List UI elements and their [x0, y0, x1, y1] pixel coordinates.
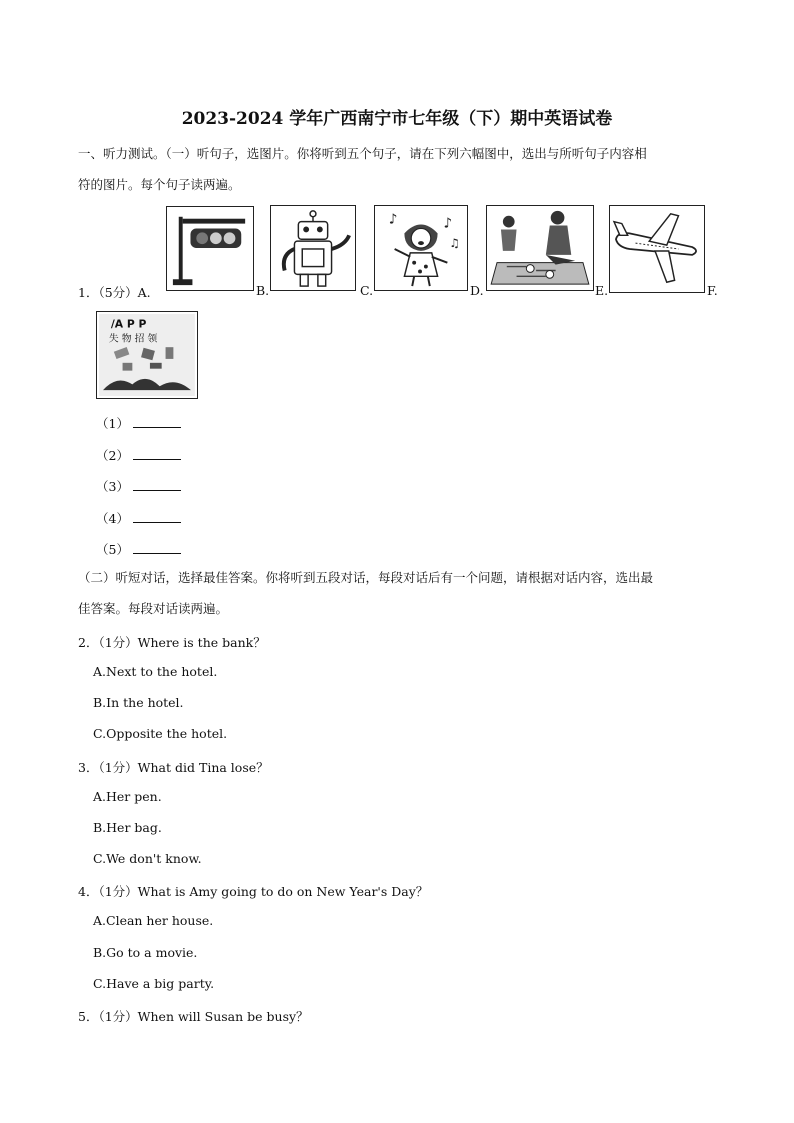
svg-text:♪: ♪	[388, 211, 398, 228]
section1-intro-line2: 符的图片。每个句子读两遍。	[78, 177, 241, 192]
label-b: B.	[256, 283, 270, 298]
picture-d-picnic	[486, 205, 594, 291]
blank-number: （4）	[96, 511, 129, 526]
answer-option[interactable]: C.Opposite the hotel.	[93, 726, 228, 741]
lost-and-found-board-icon	[97, 312, 197, 398]
svg-text:♪: ♪	[443, 215, 453, 232]
svg-text:/A P P: /A P P	[110, 317, 147, 331]
answer-line[interactable]	[133, 511, 181, 523]
label-c: C.	[360, 283, 374, 298]
answer-option[interactable]: B.Go to a movie.	[93, 945, 198, 960]
picture-a-traffic-light	[166, 206, 254, 291]
picture-e-airplane	[609, 205, 705, 293]
picture-b-robot	[270, 205, 356, 291]
svg-text:♫: ♫	[449, 236, 460, 251]
answer-line[interactable]	[133, 542, 181, 554]
label-d: D.	[470, 283, 484, 298]
q1-blank-5[interactable]	[96, 540, 181, 558]
answer-option[interactable]: C.Have a big party.	[93, 976, 215, 991]
page-title: 2023-2024 学年广西南宁市七年级（下）期中英语试卷	[181, 109, 613, 129]
section1-intro	[78, 138, 723, 200]
section1-intro-line1: 一、听力测试。（一）听句子，选图片。你将听到五个句子，请在下列六幅图中，选出与所听句子内容相	[78, 146, 647, 161]
q1-prefix: 1．（5分）A.	[78, 285, 151, 300]
answer-option[interactable]: A.Her pen.	[93, 789, 162, 804]
answer-line[interactable]	[133, 479, 181, 491]
answer-line[interactable]	[133, 416, 181, 428]
q1-blank-3[interactable]	[96, 477, 181, 495]
traffic-light-icon	[167, 207, 253, 290]
answer-option[interactable]: B.Her bag.	[93, 820, 162, 835]
answer-option[interactable]: A.Next to the hotel.	[93, 664, 218, 679]
answer-option[interactable]: A.Clean her house.	[93, 913, 214, 928]
label-f: F.	[707, 283, 718, 298]
answer-option[interactable]: B.In the hotel.	[93, 695, 184, 710]
question-stem: 5．（1分）When will Susan be busy？	[78, 1009, 309, 1024]
picture-f-lost-and-found	[96, 311, 198, 399]
blank-number: （5）	[96, 542, 129, 557]
section2-intro-line1: （二）听短对话，选择最佳答案。你将听到五段对话，每段对话后有一个问题，请根据对话内容，选出最	[78, 570, 654, 585]
picture-c-singing-girl	[374, 205, 468, 291]
answer-line[interactable]	[133, 448, 181, 460]
question-stem: 3．（1分）What did Tina lose？	[78, 760, 269, 775]
blank-number: （3）	[96, 479, 129, 494]
section2-intro-line2: 佳答案。每段对话读两遍。	[78, 601, 229, 616]
picnic-icon	[487, 206, 593, 290]
question-stem: 4．（1分）What is Amy going to do on New Year's Day？	[78, 884, 429, 899]
label-e: E.	[595, 283, 609, 298]
airplane-icon	[610, 206, 704, 292]
robot-icon	[271, 206, 355, 290]
singing-girl-icon	[375, 206, 467, 290]
q1-blank-2[interactable]	[96, 446, 181, 464]
section2-intro	[78, 562, 723, 624]
q1-blank-4[interactable]	[96, 509, 181, 527]
blank-number: （1）	[96, 416, 129, 431]
q1-blank-1[interactable]	[96, 414, 181, 432]
blank-number: （2）	[96, 448, 129, 463]
answer-option[interactable]: C.We don't know.	[93, 851, 202, 866]
question-stem: 2．（1分）Where is the bank？	[78, 635, 266, 650]
svg-text:失 物 招 领: 失 物 招 领	[108, 333, 158, 345]
